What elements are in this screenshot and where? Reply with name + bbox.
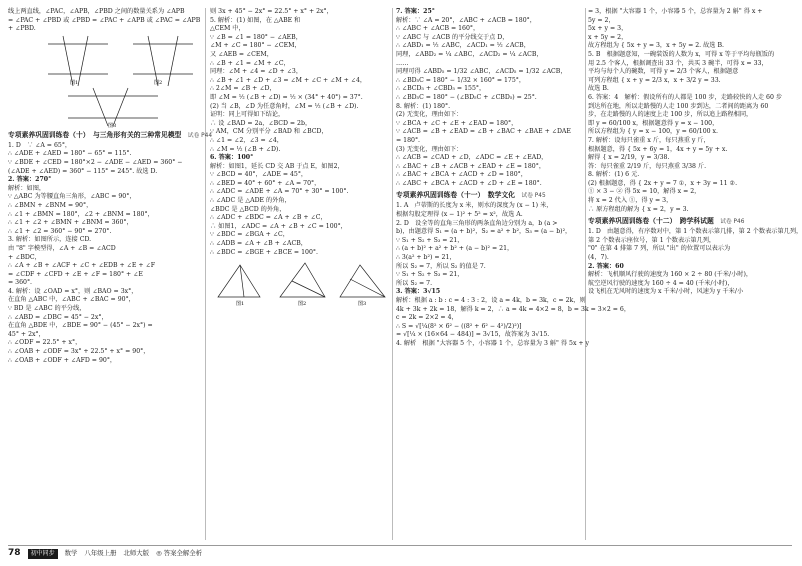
text-line: 4k + 3k + 2k = 18，解得 k = 2，∴ a = 4k = 4×2 = 8，b = 3k = 3×2 = 6，	[396, 305, 631, 313]
brand-logo: 初中同步	[28, 549, 58, 559]
text-line: ∴ ∠1 + ∠2 = 360° − 90° = 270°.	[8, 227, 112, 235]
footer-tail: ◎ 答案全解全析	[156, 549, 203, 557]
fig-label: 图1	[70, 79, 79, 86]
text-line: ∴ ∠A + ∠B + ∠ACF + ∠C + ∠EDB + ∠E + ∠F	[8, 262, 155, 270]
text-line: ∵ BD 是 ∠ABC 的平分线，	[8, 305, 86, 313]
footer-grade: 八年级上册	[84, 549, 117, 557]
text-line: 8. 解析：(1) 180°.	[396, 102, 451, 110]
fig-label: 图3	[358, 301, 367, 308]
column-4	[588, 8, 802, 538]
text-line: ∵ AM，CM 分别平分 ∠BAD 和 ∠BCD，	[210, 128, 328, 136]
text-line: 则 3x + 45° − 2x° = 22.5° + x° + 2x°，	[210, 8, 333, 15]
text-line: ∵ ∠ABC 与 ∠ACB 的平分线交于点 D，	[396, 33, 509, 41]
text-line: ∵ ∠ACB = ∠B + ∠EAD = ∠B + ∠BAC + ∠BAE + ∠DAE	[396, 128, 571, 136]
geometry-figure	[8, 36, 203, 128]
text-line: 45° + 2x°，	[8, 330, 45, 338]
text-line: x + 5y = 2，	[588, 33, 628, 41]
text-line: 5x + y = 3，	[588, 25, 628, 33]
column-1	[8, 8, 213, 538]
text-line: 同理，∠ABD₂ = ¼ ∠ABC，∠ACD₂ = ¼ ∠ACB，	[396, 50, 543, 58]
text-line: (2) 无变化，理由如下：	[396, 111, 463, 119]
text-line: ∵ ∠BDE + ∠CED = 180°×2 − ∠ADE − ∠AED = 360° −	[8, 158, 183, 166]
text-line: b)，由题意得 S₁ = (a + b)²，S₂ = a² + b²，S₃ = (a − b)²，	[396, 228, 572, 236]
text-line: 即 ∠M = ½ (∠B + ∠D) = ½ × (34° + 40°) = 37°.	[210, 93, 363, 101]
text-line: ∴ 3(a² + b²) = 21，	[396, 254, 456, 262]
text-line: 8. 解析：(1) 6 元.	[588, 171, 640, 179]
fig-label: 图2	[154, 79, 163, 86]
text-line: ∴ ∠ADC + ∠BDC = ∠A + ∠B + ∠C，	[210, 214, 327, 222]
fig-label: 图1	[236, 301, 245, 308]
text-line: ∴ 2∠M = ∠B + ∠D，	[210, 85, 276, 93]
text-line: 在直角 △BDE 中，∠BDE = 90° − (45° − 2x°) =	[8, 322, 153, 330]
text-line: 7. 答案：25°	[396, 8, 435, 15]
text-line: ∵ ∠BCD = 40°，∠ADE = 45°，	[210, 171, 308, 179]
text-line: ① × 3 − ② 得 5x = 10，解得 x = 2，	[588, 188, 701, 196]
figure-group-parallel-lines	[8, 36, 203, 128]
text-line: 同理：∠M + ∠4 = ∠D + ∠3，	[210, 68, 303, 76]
text-line: 根据题意，得 { 5x + 6y = 1，4x + y = 5y + x.	[588, 145, 728, 153]
section-ref: 试卷 P45	[521, 193, 546, 200]
text-line: (∠ADE + ∠AED) = 360° − 115° = 245°. 故选 D.	[8, 167, 158, 175]
text-line: 1. D 由题意得，有序数对中，第 1 个数表示第几排，第 2 个数表示第几列，	[588, 228, 802, 236]
text-line: ∴ ∠1 + ∠2 + ∠BMN + ∠BNM = 360°，	[8, 219, 133, 227]
text-line: ∴ (a + b)² + a² + b² + (a − b)² = 21，	[396, 245, 514, 253]
text-line: 证明：同上可得如下结论，	[210, 111, 285, 119]
text-line: 4. 解析：设 ∠OAD = x°，则 ∠BAO = 3x°，	[8, 287, 138, 295]
text-line: 3. 答案：3√15	[396, 288, 441, 296]
text-line: 5. 解析：(1) 如图，在 △ABE 和	[210, 16, 301, 24]
text-line: 可列方程组 { x + y = 2/3 x，x + 3/2 y = 33.	[588, 76, 721, 84]
text-line: 故方程组为 { 5x + y = 3，x + 5y = 2. 故选 B.	[588, 42, 724, 50]
text-line: 6. 答案：4 解析：假设所有的人都是 100 步，走路较快的人走 60 步	[588, 93, 783, 101]
text-line: ∴ ∠BMN + ∠BNM = 90°，	[8, 201, 93, 209]
text-line: = √[¼ × (16×64 − 484)] = 3√15，故答案为 3√15.	[396, 331, 550, 339]
text-line: 又 ∠AEB = ∠CEM，	[210, 50, 273, 58]
text-line: ∴ ∠ABC + ∠BCA + ∠ACD + ∠D + ∠E = 180°.	[396, 179, 542, 187]
section-ref: 试卷 P44	[187, 132, 213, 139]
column-2	[210, 8, 390, 538]
text-line: ∴ ∠BD₅C = 180° − (∠BD₅C + ∠CBD₅) = 25°.	[396, 93, 537, 101]
text-line: 解析：∵ ∠A = 20°，∠ABC + ∠ACB = 180°，	[396, 16, 536, 24]
footer-subject: 数学	[64, 549, 78, 557]
text-line: ∴ ∠BAC + ∠B + ∠ACB + ∠EAD + ∠E = 180°，	[396, 162, 546, 170]
section-heading	[8, 130, 213, 141]
text-line: 2. 答案：270°	[8, 176, 52, 184]
text-line: ∴ S = √[¼(8² × 6² − ((8² + 6² − 4²)/2)²)]	[396, 322, 522, 330]
text-line: = 360°.	[8, 279, 33, 287]
text-line: ∴ ∠ADE + ∠AED = 180° − 65° = 115°.	[8, 150, 132, 158]
text-line: ∴ ∠B + ∠1 = ∠M + ∠C，	[210, 59, 290, 67]
section-ref: 试卷 P46	[720, 219, 745, 226]
text-line: (2) 根据题意，得 { 2x + y = 7 ①，x + 3y = 11 ②.	[588, 179, 738, 187]
text-line: 6. 答案：100°	[210, 154, 254, 162]
text-line: (3) 无变化，理由如下：	[396, 145, 463, 153]
text-line: ∴ ∠BD₅C = 180° − 1/32 × 160° = 175°，	[396, 76, 526, 84]
text-line: ∴ ∠ABD₁ = ½ ∠ABC，∠ACD₁ = ½ ∠ACB，	[396, 42, 530, 50]
text-line: 解析：根据 a : b : c = 4 : 3 : 2，设 a = 4k，b = 3k，c = 2k，则	[396, 297, 586, 304]
fig-label: 图3	[108, 122, 117, 129]
text-line: ∵ S₁ + S₂ + S₃ = 21，	[396, 271, 464, 279]
text-line: 平均与每个人的碗数，可得 y = 2/3 个客人，根据题意	[588, 68, 739, 76]
text-line: 同理可得 ∠ABD₅ = 1/32 ∠ABC，∠ACD₅ = 1/32 ∠ACB，	[396, 68, 567, 76]
text-line: ∴ ∠OAB + ∠ODF = 3x° + 22.5° + x° = 90°，	[8, 348, 150, 356]
text-line: 将 x = 2 代入 ①，得 y = 3，	[588, 197, 673, 205]
text-line: 解得 { x = 2/19，y = 3/38.	[588, 154, 670, 162]
section-heading	[396, 190, 582, 201]
column-divider	[585, 8, 586, 540]
geometry-figure	[210, 259, 390, 307]
page-number: 78	[8, 548, 21, 558]
text-line: ∵ ∠BDC = ∠BGA + ∠C，	[210, 231, 289, 239]
text-line: 航空逆风行驶的速度为 160 ÷ 4 = 40 (千米/小时)，	[588, 279, 734, 287]
text-line: 根据勾股定理得 (x − 1)² + 5² = x²，故选 A.	[396, 211, 523, 219]
text-line: ∴ ∠ADC 是 △ADE 的外角，	[210, 197, 291, 205]
section-title: 专项素养巩固训练卷（十一） 数学文化	[396, 191, 515, 200]
text-line: (2) 当 ∠B，∠D 为任意角时，∠M = ½ (∠B + ∠D).	[210, 102, 359, 110]
section-title: 专项素养巩固训练卷（十二） 跨学科试题	[588, 217, 714, 226]
text-line: △CEM 中，	[210, 25, 245, 33]
text-line: ∴ ∠ABC + ∠ACB = 160°，	[396, 25, 480, 33]
text-line: ∴ 如图1，∠ADC = ∠A + ∠B + ∠C = 100°，	[210, 222, 347, 230]
text-line: 5. B 根据题意知，一碗装饭的人数为 x，可得 x 等于平均每瓶饭的	[588, 50, 775, 58]
text-line: 设飞机在无风时的速度为 x 千米/小时，风速为 y 千米/小	[588, 288, 744, 296]
text-line: 所以方程组为 { y = x − 100，y = 60/100 x.	[588, 128, 719, 136]
text-line: 线上两直线，∠PAC，∠APB，∠PBD 之间的数量关系为 ∠APB	[8, 8, 185, 15]
text-line: (4，7).	[588, 254, 609, 262]
text-line: 第 2 个数表示座位号，第 1 个数表示第几列，	[588, 236, 716, 244]
column-divider	[392, 8, 393, 540]
footer-edition: 北师大版	[123, 549, 150, 557]
text-line: 解析：飞机顺风行驶的速度为 160 × 2 ÷ 80 (千米/小时)，	[588, 271, 753, 279]
text-line: ∴ 设 ∠BAD = 2a，∠BCD = 2b，	[210, 119, 312, 127]
text-line: 由 "8" 字模型得，∠A + ∠B = ∠ACD	[8, 244, 116, 252]
figure-group-triangles	[210, 259, 390, 307]
text-line: 答：每只雀重 2/19 斤，每只燕重 3/38 斤.	[588, 162, 707, 170]
text-line: ∴ ∠OAB + ∠ODF + ∠AFD = 90°，	[8, 356, 117, 364]
text-line: 2. D 设全等的直角三角形的两条直角边分别为 a，b (a >	[396, 219, 558, 227]
text-line: ∠M + ∠C = 180° − ∠CEM，	[210, 42, 301, 50]
text-line: 2. 答案：60	[588, 262, 624, 270]
text-line: ∴ ∠1 = ∠2，∠3 = ∠4，	[210, 136, 283, 144]
fig-label: 图2	[298, 301, 307, 308]
text-line: ∴ 原方程组的解为 { x = 2，y = 3.	[588, 205, 689, 213]
text-line: 4. 解析 根据 "大容器 5 个，小容器 1 个，总容量为 3 斛" 得 5x + y	[396, 339, 590, 347]
text-line: 7. 解析：设每只雀重 x 斤，每只燕重 y 斤，	[588, 136, 710, 144]
text-line: ∴ ∠1 + ∠BMN = 180°，∠2 + ∠BNM = 180°，	[8, 210, 154, 218]
text-line: 1. A 卢蒂斯的长度为 x 米，则水的深度为 (x − 1) 米，	[396, 202, 553, 210]
text-line: 解析：如图1，延长 CD 交 AB 于点 E，如图2，	[210, 162, 344, 170]
text-line: ∴ ∠BCD₅ + ∠CBD₅ = 155°，	[396, 85, 486, 93]
text-line: = 180°.	[396, 136, 421, 144]
text-line: c = 2k = 2×2 = 4，	[396, 314, 458, 322]
text-line: ∴ ∠BED = 40° + 60° + ∠A = 70°，	[210, 179, 321, 187]
text-line: ∴ ∠ODF = 22.5° + x°，	[8, 339, 82, 347]
column-divider	[205, 8, 206, 540]
text-line: 解析：如图，	[8, 184, 46, 192]
text-line: = ∠PAC + ∠PBD 或 ∠PBD = ∠PAC + ∠APB 或 ∠PAC = ∠APB	[8, 16, 201, 24]
text-line: ∴ ∠ABD = ∠DBC = 45° − 2x°，	[8, 313, 108, 321]
text-line: ∵ ∠B = ∠1 = 180° − ∠AEB，	[210, 33, 302, 41]
text-line: 所以 S₂ = 7.	[396, 279, 433, 287]
text-line: ……	[396, 59, 409, 67]
text-line: 即 y = 60/100 x，根据题意得 y = x − 100，	[588, 119, 719, 127]
text-line: 步，在走路慢的人的速度上走 100 步，所以追上路程相同，	[588, 111, 753, 119]
text-line: ∴ ∠ADB = ∠A + ∠B + ∠ACB，	[210, 240, 307, 248]
text-line: ∵ S₁ + S₂ + S₃ = 21，	[396, 236, 464, 244]
text-line: = ∠CDF + ∠CFD + ∠E + ∠F = 180° + ∠E	[8, 270, 143, 278]
text-line: 到达所在地，所以走路慢的人走 100 步到达，二者间的距离为 60	[588, 102, 769, 110]
text-line: 用 2.5 个客人，根据调查出 33 个，共买 3 碗半，可得 x = 33，	[588, 59, 768, 67]
text-line: ∴ ∠BDC = ∠BGE + ∠BCE = 100°.	[210, 248, 318, 256]
text-line: ∴ ∠B + ∠1 + ∠D + ∠3 = ∠M + ∠C + ∠M + ∠4，	[210, 76, 367, 84]
text-line: 所以 S₂ = 7，所以 S₂ 的值是 7.	[396, 262, 486, 270]
text-line: "0" 在第 4 排第 7 列，所以 "出" 的位置可以表示为	[588, 245, 731, 253]
page-footer	[8, 545, 792, 560]
text-line: 3. 解析：如图所示，连接 CD.	[8, 236, 92, 244]
text-line: + ∠PBD.	[8, 25, 36, 33]
text-line: ∴ ∠BAC + ∠BCA + ∠ACD + ∠D = 180°，	[396, 171, 527, 179]
text-line: 在直角 △ABC 中，∠ABC + ∠BAC = 90°，	[8, 296, 135, 304]
text-line: ∵ ∠BCA + ∠C + ∠E + ∠EAD = 180°，	[396, 119, 518, 127]
text-line: + ∠BDC，	[8, 253, 41, 261]
section-title: 专项素养巩固训练卷（十） 与三角形有关的三种常见模型	[8, 130, 182, 139]
text-line: 1. D ∵ ∠A = 65°，	[8, 141, 72, 149]
text-line: ∴ ∠ACB = ∠CAD + ∠D，∠ADC = ∠E + ∠EAD，	[396, 154, 548, 162]
section-heading	[588, 216, 794, 227]
text-line: = 3，根据 "大容器 1 个，小容器 5 个，总容量为 2 斛" 得 x +	[588, 8, 763, 15]
text-line: ∵ △ABC 为等腰直角三角形，∠ABC = 90°，	[8, 193, 136, 201]
text-line: 5y = 2，	[588, 16, 615, 24]
text-line: ∴ ∠M = ½ (∠B + ∠D).	[210, 145, 281, 153]
text-line: 故选 B.	[588, 85, 609, 93]
text-line: ∴ ∠ADC = ∠ADE + ∠A = 70° + 30° = 100°.	[210, 188, 349, 196]
text-line: ∠BDC 是 △BCD 的外角，	[210, 205, 286, 213]
